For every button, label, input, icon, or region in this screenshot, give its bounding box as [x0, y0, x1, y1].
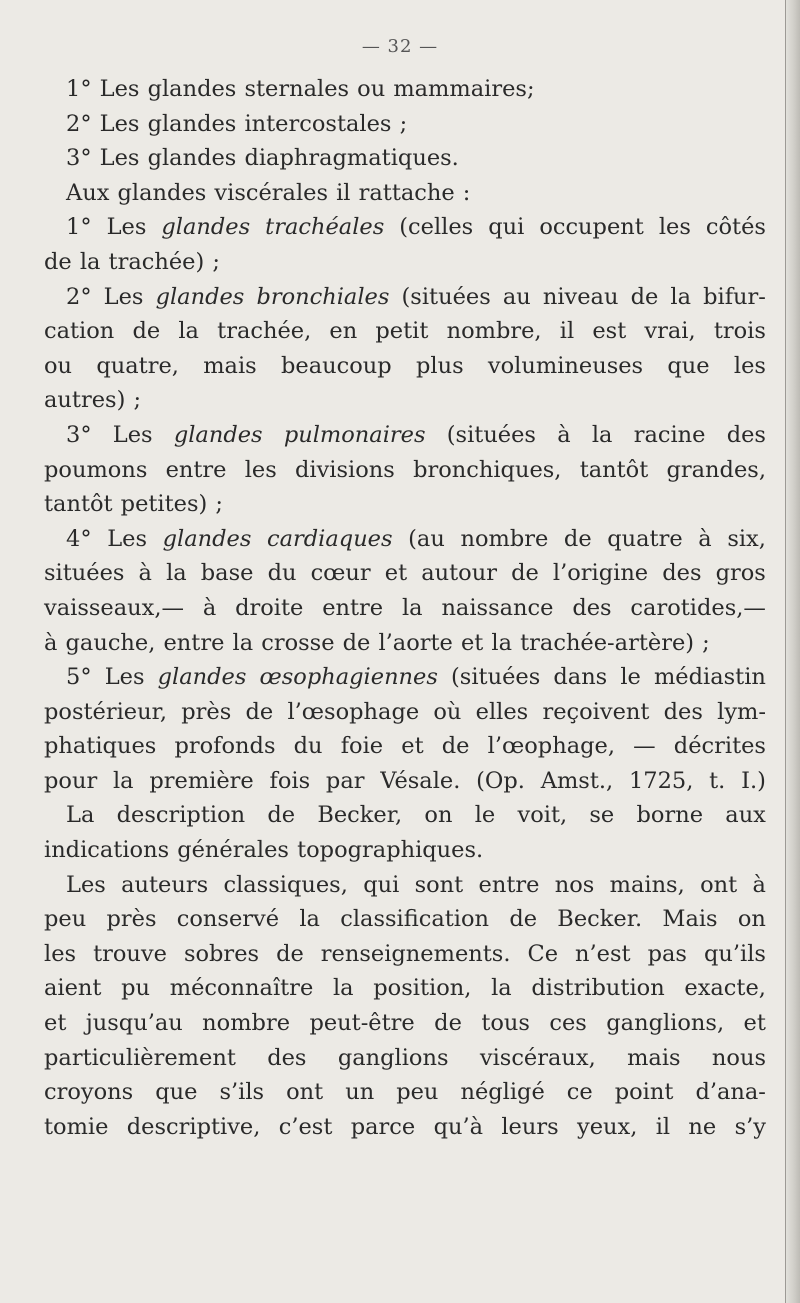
text-line: 2° Les glandes bronchiales (situées au niveau de la bifur-: [66, 283, 766, 310]
text-line: postérieur, près de l’œsophage où elles reçoivent des lym-: [44, 698, 766, 725]
text-line: croyons que s’ils ont un peu négligé ce point d’ana-: [44, 1079, 766, 1106]
text-line: 1° Les glandes trachéales (celles qui occupent les côtés: [66, 214, 766, 241]
text-line: ou quatre, mais beaucoup plus volumineuses que les: [44, 352, 766, 379]
text-line: les trouve sobres de renseignements. Ce n’est pas qu’ils: [44, 940, 766, 967]
text-line: particulièrement des ganglions viscéraux, mais nous: [44, 1044, 766, 1071]
text-line: 2° Les glandes intercostales ;: [66, 110, 408, 137]
text-line: 3° Les glandes pulmonaires (situées à la racine des: [66, 421, 766, 448]
text-line: vaisseaux,— à droite entre la naissance des carotides,—: [44, 594, 766, 621]
text-line: La description de Becker, on le voit, se borne aux: [66, 802, 766, 829]
text-line: 4° Les glandes cardiaques (au nombre de quatre à six,: [66, 525, 766, 552]
text-line: 5° Les glandes œsophagiennes (situées dans le médiastin: [66, 664, 766, 691]
text-line: pour la première fois par Vésale. (Op. Amst., 1725, t. I.): [44, 767, 766, 794]
text-line: cation de la trachée, en petit nombre, il est vrai, trois: [44, 318, 766, 345]
text-line: 3° Les glandes diaphragmatiques.: [66, 145, 459, 172]
text-line: situées à la base du cœur et autour de l’origine des gros: [44, 560, 766, 587]
text-line: et jusqu’au nombre peut-être de tous ces ganglions, et: [44, 1010, 766, 1037]
text-line: 1° Les glandes sternales ou mammaires;: [66, 76, 535, 102]
text-line: de la trachée) ;: [44, 248, 220, 275]
page-number: — 32 —: [361, 36, 439, 57]
text-line: Les auteurs classiques, qui sont entre nos mains, ont à: [66, 871, 766, 898]
text-line: phatiques profonds du foie et de l’œophage, — décrites: [44, 733, 766, 760]
text-line: Aux glandes viscérales il rattache :: [66, 179, 471, 206]
text-line: autres) ;: [44, 387, 142, 414]
text-line: aient pu méconnaître la position, la distribution exacte,: [44, 975, 766, 1002]
text-line: tantôt petites) ;: [44, 491, 223, 518]
text-line: peu près conservé la classification de Becker. Mais on: [44, 906, 766, 933]
page-edge: [785, 0, 800, 1303]
body-text: [44, 72, 766, 1144]
text-line: poumons entre les divisions bronchiques, tantôt grandes,: [44, 456, 766, 483]
text-line: indications générales topographiques.: [44, 837, 484, 864]
text-line: à gauche, entre la crosse de l’aorte et la trachée-artère) ;: [44, 629, 710, 656]
text-line: tomie descriptive, c’est parce qu’à leurs yeux, il ne s’y: [44, 1113, 766, 1140]
